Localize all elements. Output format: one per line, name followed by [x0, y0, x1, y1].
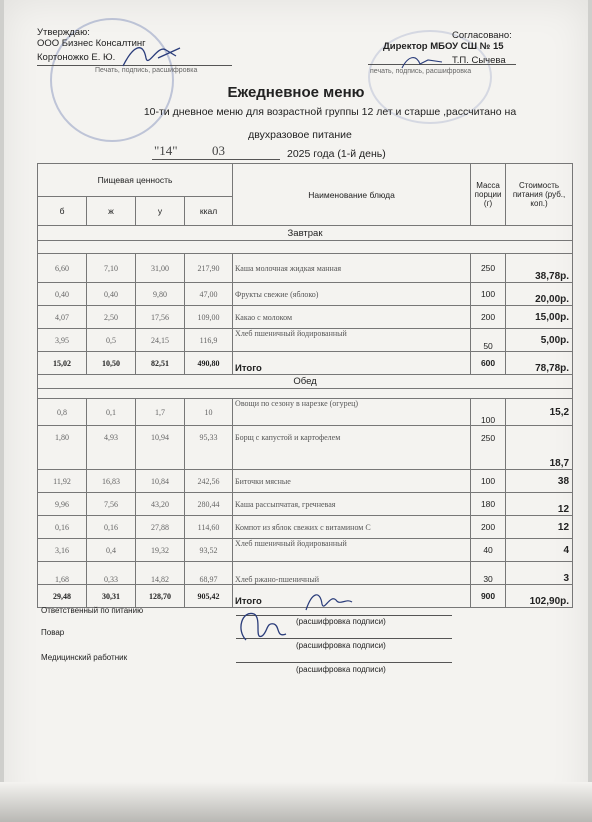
cell-u: 31,00: [136, 254, 185, 283]
cell-dish: Биточки мясные: [233, 470, 471, 493]
cell-price: 4: [506, 539, 573, 562]
table-row: [38, 470, 573, 493]
cell-u: 27,88: [136, 516, 185, 539]
cell-mass: 30: [471, 562, 506, 585]
total-mass: 900: [471, 585, 506, 608]
cook-signature: [232, 604, 298, 648]
table-row: [38, 493, 573, 516]
agreer-position: Директор МБОУ СШ № 15: [383, 41, 504, 52]
responsible-label: Ответственный по питанию: [41, 606, 144, 615]
agreer-caption: печать, подпись, расшифровка: [370, 68, 472, 75]
cell-dish: Фрукты свежие (яблоко): [233, 283, 471, 306]
cell-u: 43,20: [136, 493, 185, 516]
cell-price: 20,00р.: [506, 283, 573, 306]
approver-name: Кортоножко Е. Ю.: [37, 52, 116, 63]
cell-price: 12: [506, 493, 573, 516]
agreer-signature: [398, 50, 458, 74]
cell-price: 18,7: [506, 426, 573, 470]
cell-mass: 200: [471, 516, 506, 539]
cell-price: 5,00р.: [506, 329, 573, 352]
responsible-decode: (расшифровка подписи): [296, 617, 386, 626]
cell-zh: 4,93: [87, 426, 136, 470]
total-u: 128,70: [136, 585, 185, 608]
cell-b: 0,40: [38, 283, 87, 306]
cell-u: 24,15: [136, 329, 185, 352]
total-b: 15,02: [38, 352, 87, 375]
cell-b: 6,60: [38, 254, 87, 283]
agreer-name: Т.П. Сычева: [452, 55, 506, 66]
subtitle-line-2: двухразовое питание: [248, 129, 352, 141]
total-price: 102,90р.: [506, 585, 573, 608]
cell-zh: 7,56: [87, 493, 136, 516]
total-row-breakfast: [38, 352, 573, 375]
subtitle-line-1: 10-ти дневное меню для возрастной группы 12 лет и старше ,рассчитано на: [143, 106, 517, 118]
header-dish: Наименование блюда: [233, 164, 471, 226]
spacer-row: [38, 241, 573, 254]
cell-u: 1,7: [136, 399, 185, 426]
cell-dish: Хлеб пшеничный йодированный: [233, 539, 471, 562]
cell-dish: Хлеб ржано-пшеничный: [233, 562, 471, 585]
cell-dish: Овощи по сезону в нарезке (огурец): [233, 399, 471, 426]
responsible-signature: [300, 588, 360, 618]
cell-mass: 180: [471, 493, 506, 516]
cell-price: 12: [506, 516, 573, 539]
page-shadow: [0, 782, 592, 822]
cell-price: 3: [506, 562, 573, 585]
cell-b: 1,68: [38, 562, 87, 585]
section-lunch: Обед: [38, 375, 573, 389]
cell-kcal: 93,52: [185, 539, 233, 562]
cell-kcal: 68,97: [185, 562, 233, 585]
cell-b: 11,92: [38, 470, 87, 493]
cell-mass: 250: [471, 426, 506, 470]
cell-kcal: 242,56: [185, 470, 233, 493]
table-row: [38, 539, 573, 562]
cell-u: 10,94: [136, 426, 185, 470]
table-row: [38, 562, 573, 585]
cell-zh: 0,40: [87, 283, 136, 306]
total-u: 82,51: [136, 352, 185, 375]
medic-line: [236, 662, 452, 663]
cell-dish: Каша молочная жидкая манная: [233, 254, 471, 283]
date-year: 2025 года (1-й день): [287, 148, 386, 160]
cell-zh: 16,83: [87, 470, 136, 493]
medic-label: Медицинский работник: [41, 653, 128, 662]
table-row: [38, 399, 573, 426]
cell-b: 3,16: [38, 539, 87, 562]
cell-price: 15,00р.: [506, 306, 573, 329]
header-nutrition: Пищевая ценность: [38, 164, 233, 197]
header-u: у: [136, 197, 185, 226]
cell-b: 3,95: [38, 329, 87, 352]
total-mass: 600: [471, 352, 506, 375]
cell-mass: 200: [471, 306, 506, 329]
page-title: Ежедневное меню: [227, 84, 365, 101]
total-zh: 30,31: [87, 585, 136, 608]
cell-b: 0,8: [38, 399, 87, 426]
date-underline: [152, 159, 280, 160]
cell-b: 4,07: [38, 306, 87, 329]
cell-price: 15,2: [506, 399, 573, 426]
approver-caption: Печать, подпись, расшифровка: [95, 67, 198, 74]
cell-dish: Каша рассыпчатая, гречневая: [233, 493, 471, 516]
header-b: б: [38, 197, 87, 226]
cell-dish: Борщ с капустой и картофелем: [233, 426, 471, 470]
cook-decode: (расшифровка подписи): [296, 641, 386, 650]
cell-price: 38: [506, 470, 573, 493]
cell-u: 17,56: [136, 306, 185, 329]
total-kcal: 905,42: [185, 585, 233, 608]
table-row: [38, 306, 573, 329]
cell-u: 19,32: [136, 539, 185, 562]
cell-kcal: 109,00: [185, 306, 233, 329]
date-day: "14": [154, 143, 178, 158]
cell-mass: 100: [471, 399, 506, 426]
cell-b: 0,16: [38, 516, 87, 539]
cell-zh: 0,4: [87, 539, 136, 562]
total-label: Итого: [233, 352, 471, 375]
cell-mass: 40: [471, 539, 506, 562]
total-zh: 10,50: [87, 352, 136, 375]
cell-u: 9,80: [136, 283, 185, 306]
table-row: [38, 426, 573, 470]
total-label: Итого: [233, 585, 471, 608]
approver-signature: [118, 36, 188, 76]
cell-kcal: 95,33: [185, 426, 233, 470]
cell-zh: 0,33: [87, 562, 136, 585]
cell-kcal: 10: [185, 399, 233, 426]
table-row: [38, 254, 573, 283]
cell-b: 9,96: [38, 493, 87, 516]
cell-zh: 2,50: [87, 306, 136, 329]
header-kcal: ккал: [185, 197, 233, 226]
total-price: 78,78р.: [506, 352, 573, 375]
cell-dish: Какао с молоком: [233, 306, 471, 329]
cell-price: 38,78р.: [506, 254, 573, 283]
cell-zh: 7,10: [87, 254, 136, 283]
header-cost: Стоимость питания (руб., коп.): [506, 164, 573, 226]
menu-table: [37, 163, 573, 608]
section-breakfast: Завтрак: [38, 226, 573, 241]
cell-kcal: 116,9: [185, 329, 233, 352]
cell-zh: 0,1: [87, 399, 136, 426]
table-row: [38, 516, 573, 539]
cell-dish: Хлеб пшеничный йодированный: [233, 329, 471, 352]
approver-org: ООО Бизнес Консалтинг: [37, 38, 146, 49]
header-mass: Масса порции (г): [471, 164, 506, 226]
agreed-label: Согласовано:: [452, 30, 512, 41]
approved-label: Утверждаю:: [37, 27, 90, 38]
cell-zh: 0,5: [87, 329, 136, 352]
cell-b: 1,80: [38, 426, 87, 470]
table-row: [38, 329, 573, 352]
total-b: 29,48: [38, 585, 87, 608]
header-zh: ж: [87, 197, 136, 226]
cell-kcal: 217,90: [185, 254, 233, 283]
date-month: 03: [212, 143, 225, 158]
cell-mass: 250: [471, 254, 506, 283]
cell-kcal: 114,60: [185, 516, 233, 539]
cell-u: 10,84: [136, 470, 185, 493]
cell-dish: Компот из яблок свежих с витамином С: [233, 516, 471, 539]
medic-decode: (расшифровка подписи): [296, 665, 386, 674]
cell-mass: 100: [471, 283, 506, 306]
cell-zh: 0,16: [87, 516, 136, 539]
cook-label: Повар: [41, 628, 65, 637]
cell-u: 14,82: [136, 562, 185, 585]
cell-kcal: 47,00: [185, 283, 233, 306]
table-row: [38, 283, 573, 306]
cell-mass: 50: [471, 329, 506, 352]
spacer-row: [38, 389, 573, 399]
total-kcal: 490,80: [185, 352, 233, 375]
cell-mass: 100: [471, 470, 506, 493]
cell-kcal: 280,44: [185, 493, 233, 516]
